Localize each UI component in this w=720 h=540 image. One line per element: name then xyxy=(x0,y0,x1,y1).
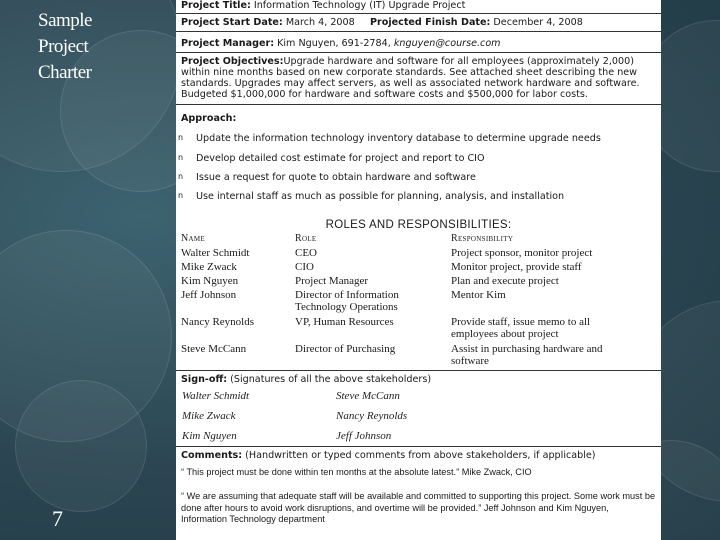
bullet-marker: n xyxy=(178,191,184,200)
role-responsibility: Plan and execute project xyxy=(451,275,559,287)
slide-title-line: Charter xyxy=(38,62,92,83)
divider xyxy=(176,104,661,105)
roles-header-responsibility: Responsibility xyxy=(451,233,514,244)
manager-email: knguyen@course.com xyxy=(393,38,501,49)
signature: Jeff Johnson xyxy=(336,430,392,442)
decorative-circle xyxy=(15,380,147,512)
role-responsibility: Monitor project, provide staff xyxy=(451,261,582,273)
finish-date-label: Projected Finish Date: xyxy=(370,17,491,28)
role-name: Kim Nguyen xyxy=(181,275,239,287)
role-name: Jeff Johnson xyxy=(181,289,237,301)
signoff-text: (Signatures of all the above stakeholders) xyxy=(230,374,432,385)
comment-1: “ This project must be done within ten months at the absolute latest.” Mike Zwack, CIO xyxy=(181,467,532,477)
manager-row xyxy=(181,38,501,49)
role-responsibility: Provide staff, issue memo to all employees about project xyxy=(451,316,591,340)
comment-2: “ We are assuming that adequate staff will be available and committed to supporting this project. Some work must be done after hours to avoid work disruptions, and overtime will be provided.” Jeff Johnson and Kim Nguyen, Information Technology department xyxy=(181,491,656,524)
signature: Kim Nguyen xyxy=(182,430,237,442)
role-responsibility: Assist in purchasing hardware and software xyxy=(451,343,603,367)
list-item-text: Issue a request for quote to obtain hardware and software xyxy=(196,172,476,183)
finish-date-value: December 4, 2008 xyxy=(493,17,583,28)
objectives-text: Upgrade hardware and software for all employees (approximately 2,000) within nine months based on new corporate standards. See attached sheet describing the new standards. Upgrades may affect servers, as well as associated network hardware and software. Budgeted $1,000,000 for hardware and software costs and $500,000 for labor costs. xyxy=(181,56,640,100)
role-responsibility: Mentor Kim xyxy=(451,289,506,301)
roles-title: ROLES AND RESPONSIBILITIES: xyxy=(325,219,512,231)
signature: Nancy Reynolds xyxy=(336,410,408,422)
signature: Walter Schmidt xyxy=(182,390,250,402)
role-name: Nancy Reynolds xyxy=(181,316,255,328)
signoff-label: Sign-off: xyxy=(181,374,228,385)
role-name: Steve McCann xyxy=(181,343,247,355)
divider xyxy=(176,13,661,14)
list-item-text: Update the information technology inventory database to determine upgrade needs xyxy=(196,133,601,144)
manager-value: Kim Nguyen, 691-2784, xyxy=(277,38,391,49)
objectives-label: Project Objectives: xyxy=(181,56,284,67)
role-title: Project Manager xyxy=(295,275,368,287)
bullet-marker: n xyxy=(178,172,184,181)
charter-document xyxy=(176,0,661,540)
role-responsibility: Project sponsor, monitor project xyxy=(451,247,593,259)
signature: Steve McCann xyxy=(336,390,400,402)
divider xyxy=(176,31,661,32)
approach-heading xyxy=(181,113,236,124)
project-title-row xyxy=(181,0,465,11)
divider xyxy=(176,52,661,53)
start-date-label: Project Start Date: xyxy=(181,17,283,28)
role-name: Walter Schmidt xyxy=(181,247,250,259)
project-title-value: Information Technology (IT) Upgrade Project xyxy=(253,0,466,11)
bullet-marker: n xyxy=(178,153,184,162)
slide-title-line: Project xyxy=(38,36,89,57)
slide-title-line: Sample xyxy=(38,10,92,31)
comments-row xyxy=(181,450,596,461)
roles-header-name: Name xyxy=(181,233,205,244)
comments-text: (Handwritten or typed comments from above stakeholders, if applicable) xyxy=(245,450,596,461)
slide-title xyxy=(38,8,158,86)
list-item-text: Use internal staff as much as possible for planning, analysis, and installation xyxy=(196,191,565,202)
role-title: Director of Purchasing xyxy=(295,343,396,355)
comments-label: Comments: xyxy=(181,450,243,461)
signoff-row xyxy=(181,374,431,385)
start-date-value: March 4, 2008 xyxy=(285,17,355,28)
role-title: VP, Human Resources xyxy=(295,316,394,328)
list-item-text: Develop detailed cost estimate for project and report to CIO xyxy=(196,153,485,164)
divider xyxy=(176,370,661,371)
objectives-block xyxy=(181,56,657,100)
role-title: CIO xyxy=(295,261,314,273)
role-title: Director of Information Technology Operations xyxy=(295,289,399,313)
slide-number: 7 xyxy=(52,506,63,531)
project-title-label: Project Title: xyxy=(181,0,251,11)
bullet-marker: n xyxy=(178,133,184,142)
role-name: Mike Zwack xyxy=(181,261,237,273)
manager-label: Project Manager: xyxy=(181,38,275,49)
divider xyxy=(176,446,661,447)
role-title: CEO xyxy=(295,247,317,259)
roles-header-role: Role xyxy=(295,233,317,244)
approach-label: Approach: xyxy=(181,113,237,124)
dates-row xyxy=(181,17,583,28)
signature: Mike Zwack xyxy=(182,410,236,422)
